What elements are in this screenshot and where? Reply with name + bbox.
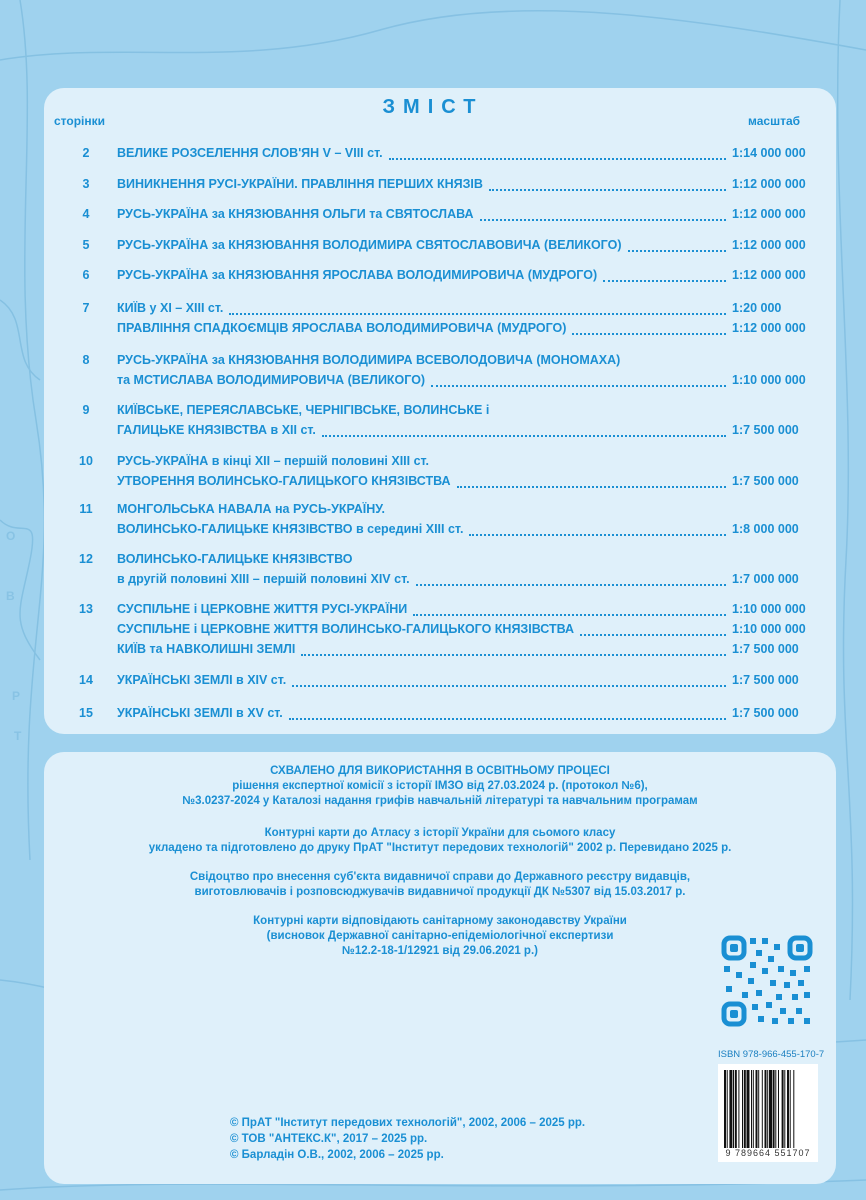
toc-title: КИЇВСЬКЕ, ПЕРЕЯСЛАВСЬКЕ, ЧЕРНІГІВСЬКЕ, ВОЛИНСЬКЕ і xyxy=(117,403,490,417)
toc-entry-3 xyxy=(0,177,866,197)
copyright-line: © Барладін О.В., 2002, 2006 – 2025 рр. xyxy=(230,1149,444,1161)
toc-page-number: 9 xyxy=(82,403,90,417)
toc-title: КИЇВ та НАВКОЛИШНІ ЗЕМЛІ xyxy=(117,642,296,656)
barcode-bar xyxy=(775,1070,776,1148)
toc-scale: 1:7 500 000 xyxy=(732,673,799,687)
toc-title: МОНГОЛЬСЬКА НАВАЛА на РУСЬ-УКРАЇНУ. xyxy=(117,502,385,516)
toc-leader-dots xyxy=(292,685,726,687)
approval-line: №3.0237-2024 у Каталозі надання грифів навчальній літературі та навчальним програмам xyxy=(182,795,698,807)
toc-page-number: 14 xyxy=(79,673,93,687)
toc-leader-dots xyxy=(416,584,726,586)
sanitary-line: Контурні карти відповідають санітарному законодавству України xyxy=(253,915,627,927)
toc-page-number: 4 xyxy=(82,207,90,221)
toc-page-number: 11 xyxy=(79,502,93,516)
toc-title: в другій половині XIII – першій половині XIV ст. xyxy=(117,572,410,586)
svg-text:Т: Т xyxy=(14,729,22,743)
toc-entry-13 xyxy=(0,602,866,622)
toc-scale: 1:10 000 000 xyxy=(732,373,806,387)
toc-scale: 1:7 500 000 xyxy=(732,706,799,720)
barcode-bar xyxy=(793,1070,794,1148)
svg-text:О: О xyxy=(6,529,16,543)
info-line: Контурні карти до Атласу з історії України для сьомого класу xyxy=(264,827,616,839)
toc-scale: 1:12 000 000 xyxy=(732,238,806,252)
toc-entry-14 xyxy=(0,673,866,693)
copyright-line: © ПрАТ "Інститут передових технологій", 2002, 2006 – 2025 рр. xyxy=(230,1117,586,1129)
toc-title: ВИНИКНЕННЯ РУСІ-УКРАЇНИ. ПРАВЛІННЯ ПЕРШИХ КНЯЗІВ xyxy=(117,177,483,191)
toc-leader-dots xyxy=(469,534,726,536)
info-line: укладено та підготовлено до друку ПрАТ "Інститут передових технологій" 2002 р. Перевидано 2025 р. xyxy=(148,842,732,854)
toc-page-number: 15 xyxy=(79,706,93,720)
toc-title: ВОЛИНСЬКО-ГАЛИЦЬКЕ КНЯЗІВСТВО xyxy=(117,552,353,566)
toc-title: УКРАЇНСЬКІ ЗЕМЛІ в XV ст. xyxy=(117,706,283,720)
page-title: ЗМІСТ xyxy=(382,96,484,118)
toc-leader-dots xyxy=(413,614,726,616)
toc-title: КИЇВ у XI – XIII ст. xyxy=(117,301,224,315)
isbn-label: ISBN 978-966-455-170-7 xyxy=(718,1049,825,1060)
toc-scale: 1:7 000 000 xyxy=(732,572,799,586)
barcode-bar xyxy=(733,1070,734,1148)
toc-entry-9 xyxy=(0,423,866,443)
approval-line: рішення експертної комісії з історії ІМЗО від 27.03.2024 р. (протокол №6), xyxy=(232,780,648,792)
barcode-bar xyxy=(778,1070,779,1148)
barcode-bar xyxy=(756,1070,758,1148)
toc-entry-11 xyxy=(0,502,866,522)
toc-leader-dots xyxy=(480,219,726,221)
toc-title: ГАЛИЦЬКЕ КНЯЗІВСТВА в XII ст. xyxy=(117,423,316,437)
toc-leader-dots xyxy=(489,189,726,191)
toc-leader-dots xyxy=(229,313,726,315)
toc-leader-dots xyxy=(572,333,726,335)
toc-entry-12 xyxy=(0,572,866,592)
barcode-bar xyxy=(724,1070,726,1148)
toc-scale: 1:12 000 000 xyxy=(732,321,806,335)
approval-line: СХВАЛЕНО ДЛЯ ВИКОРИСТАННЯ В ОСВІТНЬОМУ ПРОЦЕСІ xyxy=(270,765,610,777)
toc-scale: 1:12 000 000 xyxy=(732,268,806,282)
toc-page-number: 12 xyxy=(79,552,93,566)
toc-entry-6 xyxy=(0,268,866,288)
barcode-bar xyxy=(753,1070,754,1148)
qr-code-icon xyxy=(718,932,816,1030)
toc-scale: 1:8 000 000 xyxy=(732,522,799,536)
toc-entry-4 xyxy=(0,207,866,227)
barcode-bar xyxy=(744,1070,746,1148)
barcode-bar xyxy=(747,1070,750,1148)
toc-title: УТВОРЕННЯ ВОЛИНСЬКО-ГАЛИЦЬКОГО КНЯЗІВСТВА xyxy=(117,474,451,488)
toc-scale: 1:10 000 000 xyxy=(732,602,806,616)
svg-text:Р: Р xyxy=(12,689,21,703)
toc-scale: 1:20 000 xyxy=(732,301,782,315)
toc-page-number: 13 xyxy=(79,602,93,616)
toc-leader-dots xyxy=(389,158,726,160)
toc-leader-dots xyxy=(628,250,726,252)
copyright-line: © ТОВ "АНТЕКС.К", 2017 – 2025 рр. xyxy=(230,1133,428,1145)
toc-scale: 1:14 000 000 xyxy=(732,146,806,160)
barcode-bar xyxy=(773,1070,775,1148)
toc-entry-13 xyxy=(0,642,866,662)
toc-entry-11 xyxy=(0,522,866,542)
barcode-bar xyxy=(765,1070,767,1148)
barcode-bar xyxy=(769,1070,772,1148)
barcode-digits: 9 789664 551707 xyxy=(718,1148,818,1158)
barcode-bar xyxy=(729,1070,732,1148)
toc-scale: 1:7 500 000 xyxy=(732,474,799,488)
toc-leader-dots xyxy=(603,280,726,282)
toc-title: СУСПІЛЬНЕ і ЦЕРКОВНЕ ЖИТТЯ РУСІ-УКРАЇНИ xyxy=(117,602,408,616)
toc-entry-15 xyxy=(0,706,866,726)
toc-entry-10 xyxy=(0,454,866,474)
scale-column-header: масштаб xyxy=(748,114,801,128)
barcode-bar xyxy=(742,1070,743,1148)
toc-title: РУСЬ-УКРАЇНА за КНЯЗЮВАННЯ ВОЛОДИМИРА СВЯТОСЛАВОВИЧА (ВЕЛИКОГО) xyxy=(117,238,622,252)
toc-page-number: 8 xyxy=(82,353,90,367)
toc-page-number: 6 xyxy=(82,268,90,282)
toc-scale: 1:7 500 000 xyxy=(732,423,799,437)
toc-leader-dots xyxy=(580,634,726,636)
toc-title: РУСЬ-УКРАЇНА за КНЯЗЮВАННЯ ВОЛОДИМИРА ВСЕВОЛОДОВИЧА (МОНОМАХА) xyxy=(117,353,621,367)
toc-title: РУСЬ-УКРАЇНА за КНЯЗЮВАННЯ ОЛЬГИ та СВЯТОСЛАВА xyxy=(117,207,474,221)
toc-entry-2 xyxy=(0,146,866,166)
toc-scale: 1:10 000 000 xyxy=(732,622,806,636)
toc-entry-8 xyxy=(0,373,866,393)
toc-entry-8 xyxy=(0,353,866,373)
barcode-bar xyxy=(784,1070,785,1148)
barcode-bar xyxy=(787,1070,789,1148)
toc-title: РУСЬ-УКРАЇНА за КНЯЗЮВАННЯ ЯРОСЛАВА ВОЛОДИМИРОВИЧА (МУДРОГО) xyxy=(117,268,598,282)
barcode-bar xyxy=(767,1070,768,1148)
toc-scale: 1:12 000 000 xyxy=(732,177,806,191)
toc-leader-dots xyxy=(457,486,726,488)
toc-leader-dots xyxy=(301,654,726,656)
barcode-bar xyxy=(727,1070,728,1148)
toc-title: ПРАВЛІННЯ СПАДКОЄМЦІВ ЯРОСЛАВА ВОЛОДИМИРОВИЧА (МУДРОГО) xyxy=(117,321,567,335)
barcode-bar xyxy=(762,1070,763,1148)
barcode-bar xyxy=(751,1070,752,1148)
toc-title: та МСТИСЛАВА ВОЛОДИМИРОВИЧА (ВЕЛИКОГО) xyxy=(117,373,426,387)
toc-title: ВЕЛИКЕ РОЗСЕЛЕННЯ СЛОВ'ЯН V – VIII ст. xyxy=(117,146,383,160)
toc-entry-7 xyxy=(0,321,866,341)
toc-page-number: 10 xyxy=(79,454,93,468)
barcode-bar xyxy=(735,1070,737,1148)
toc-leader-dots xyxy=(289,718,726,720)
sanitary-line: (висновок Державної санітарно-епідеміологічної експертизи xyxy=(266,930,614,942)
toc-scale: 1:12 000 000 xyxy=(732,207,806,221)
pages-column-header: сторінки xyxy=(54,114,106,128)
toc-leader-dots xyxy=(431,385,726,387)
certificate-line: виготовлювачів і розповсюджувачів видавничої продукції ДК №5307 від 15.03.2017 р. xyxy=(194,886,686,898)
barcode-bar xyxy=(782,1070,784,1148)
toc-scale: 1:7 500 000 xyxy=(732,642,799,656)
toc-page-number: 5 xyxy=(82,238,90,252)
toc-title: ВОЛИНСЬКО-ГАЛИЦЬКЕ КНЯЗІВСТВО в середині XIII ст. xyxy=(117,522,464,536)
toc-entry-9 xyxy=(0,403,866,423)
toc-entry-10 xyxy=(0,474,866,494)
toc-title: УКРАЇНСЬКІ ЗЕМЛІ в XIV ст. xyxy=(117,673,287,687)
toc-entry-13 xyxy=(0,622,866,642)
certificate-line: Свідоцтво про внесення суб'єкта видавничої справи до Державного реєстру видавців, xyxy=(189,871,691,883)
toc-page-number: 7 xyxy=(82,301,90,315)
toc-page-number: 2 xyxy=(82,146,90,160)
barcode-bar xyxy=(790,1070,791,1148)
toc-entry-7 xyxy=(0,301,866,321)
toc-title: СУСПІЛЬНЕ і ЦЕРКОВНЕ ЖИТТЯ ВОЛИНСЬКО-ГАЛИЦЬКОГО КНЯЗІВСТВА xyxy=(117,622,575,636)
toc-title: РУСЬ-УКРАЇНА в кінці XII – першій половині XIII ст. xyxy=(117,454,430,468)
toc-leader-dots xyxy=(322,435,726,437)
toc-page-number: 3 xyxy=(82,177,90,191)
svg-text:В: В xyxy=(6,589,15,603)
barcode-bar xyxy=(738,1070,739,1148)
toc-entry-5 xyxy=(0,238,866,258)
barcode-bar xyxy=(758,1070,759,1148)
toc-entry-12 xyxy=(0,552,866,572)
sanitary-line: №12.2-18-1/12921 від 29.06.2021 р.) xyxy=(342,945,538,957)
